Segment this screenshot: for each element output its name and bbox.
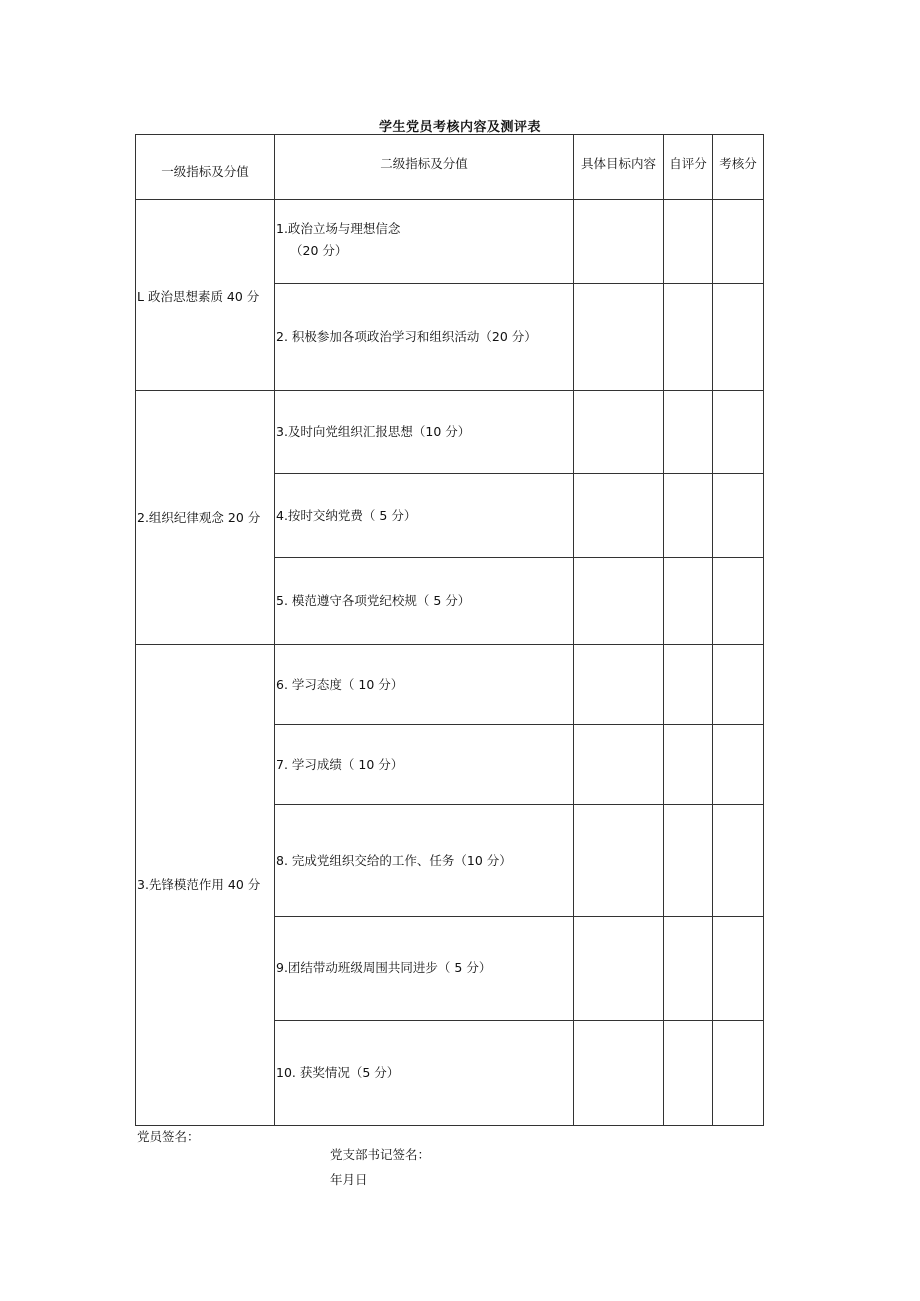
self-score-cell[interactable] — [664, 725, 713, 805]
review-score-cell[interactable] — [713, 645, 764, 725]
review-score-cell[interactable] — [713, 558, 764, 645]
header-target: 具体目标内容 — [574, 135, 664, 200]
self-score-cell[interactable] — [664, 474, 713, 558]
target-cell[interactable] — [574, 917, 664, 1021]
level1-vanguard: 3.先锋模范作用 40 分 — [136, 645, 275, 1126]
target-cell[interactable] — [574, 284, 664, 391]
level2-item: 5. 模范遵守各项党纪校规（ 5 分） — [275, 558, 574, 645]
self-score-cell[interactable] — [664, 645, 713, 725]
self-score-cell[interactable] — [664, 200, 713, 284]
level1-discipline: 2.组织纪律观念 20 分 — [136, 391, 275, 645]
table-row — [136, 391, 764, 474]
evaluation-table — [135, 134, 764, 1126]
member-signature-label: 党员签名： — [137, 1129, 200, 1144]
review-score-cell[interactable] — [713, 1021, 764, 1126]
date-label: 年月日 — [330, 1172, 368, 1187]
review-score-cell[interactable] — [713, 284, 764, 391]
level2-item: 4.按时交纳党费（ 5 分） — [275, 474, 574, 558]
target-cell[interactable] — [574, 558, 664, 645]
target-cell[interactable] — [574, 645, 664, 725]
target-cell[interactable] — [574, 391, 664, 474]
review-score-cell[interactable] — [713, 474, 764, 558]
level2-item: 9.团结带动班级周围共同进步（ 5 分） — [275, 917, 574, 1021]
header-level1: 一级指标及分值 — [136, 135, 275, 200]
header-row — [136, 135, 764, 200]
target-cell[interactable] — [574, 725, 664, 805]
self-score-cell[interactable] — [664, 1021, 713, 1126]
level2-item: 2. 积极参加各项政治学习和组织活动（20 分） — [275, 284, 574, 391]
review-score-cell[interactable] — [713, 725, 764, 805]
header-level2: 二级指标及分值 — [275, 135, 574, 200]
review-score-cell[interactable] — [713, 391, 764, 474]
table-row — [136, 200, 764, 284]
self-score-cell[interactable] — [664, 805, 713, 917]
target-cell[interactable] — [574, 1021, 664, 1126]
level2-item: 6. 学习态度（ 10 分） — [275, 645, 574, 725]
header-self-score: 自评分 — [664, 135, 713, 200]
target-cell[interactable] — [574, 200, 664, 284]
target-cell[interactable] — [574, 474, 664, 558]
level2-item: 10. 获奖情况（5 分） — [275, 1021, 574, 1126]
review-score-cell[interactable] — [713, 200, 764, 284]
document-title: 学生党员考核内容及测评表 — [378, 120, 541, 135]
level2-item: 3.及时向党组织汇报思想（10 分） — [275, 391, 574, 474]
review-score-cell[interactable] — [713, 805, 764, 917]
self-score-cell[interactable] — [664, 917, 713, 1021]
review-score-cell[interactable] — [713, 917, 764, 1021]
level2-item: 1.政治立场与理想信念 （20 分） — [275, 200, 574, 284]
header-review-score: 考核分 — [713, 135, 764, 200]
self-score-cell[interactable] — [664, 284, 713, 391]
level2-item: 7. 学习成绩（ 10 分） — [275, 725, 574, 805]
level2-item: 8. 完成党组织交给的工作、任务（10 分） — [275, 805, 574, 917]
secretary-signature-label: 党支部书记签名： — [330, 1147, 431, 1162]
level1-political: L 政治思想素质 40 分 — [136, 200, 275, 391]
self-score-cell[interactable] — [664, 391, 713, 474]
self-score-cell[interactable] — [664, 558, 713, 645]
table-row — [136, 645, 764, 725]
target-cell[interactable] — [574, 805, 664, 917]
